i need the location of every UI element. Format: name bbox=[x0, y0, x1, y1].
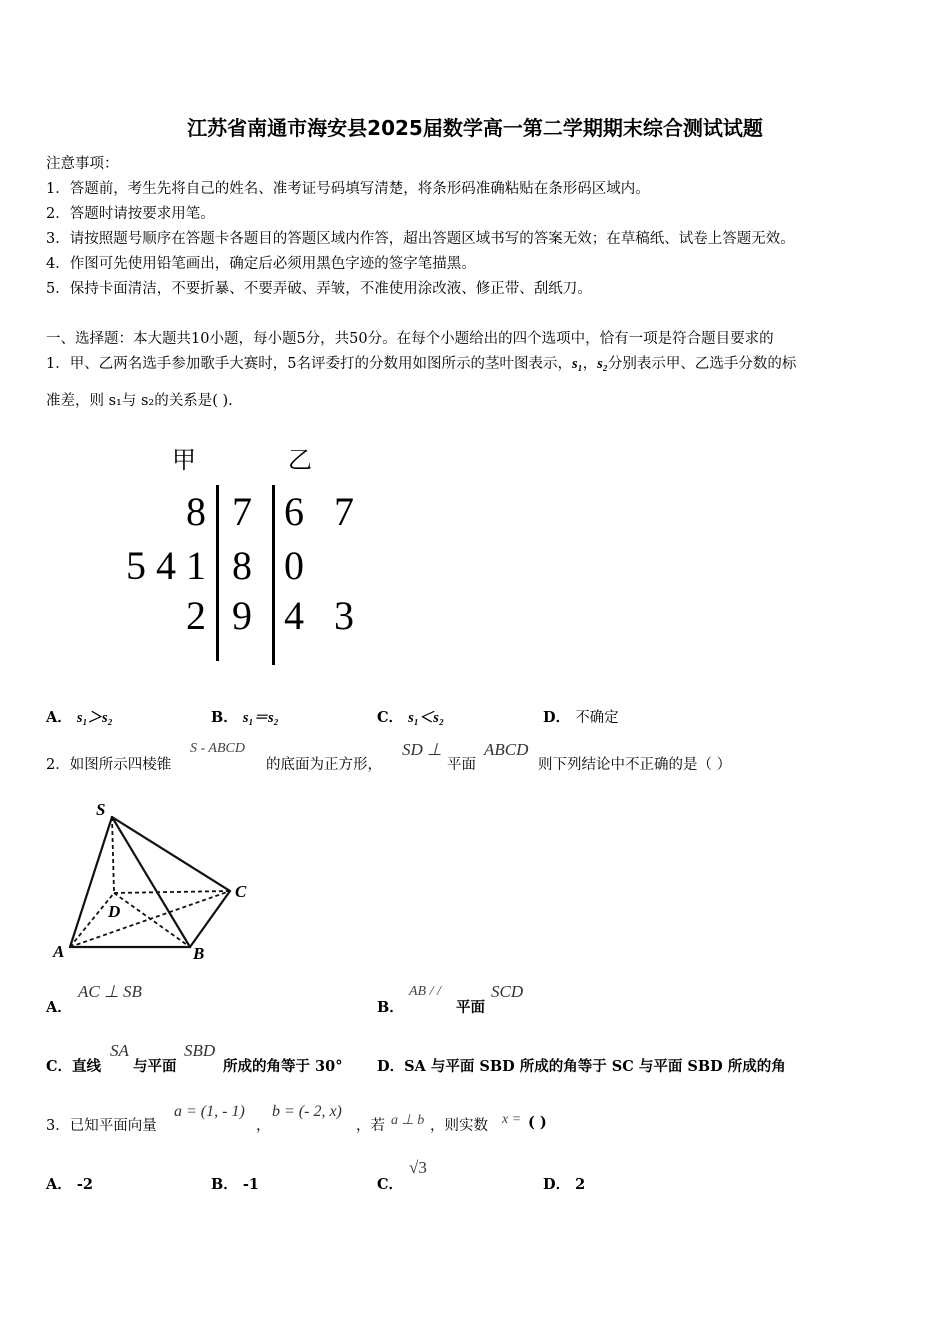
edge-dc bbox=[114, 891, 230, 893]
option-label: C． bbox=[377, 709, 404, 726]
q2-suffix: 则下列结论中不正确的是（ ） bbox=[538, 757, 732, 773]
option-text: s₁＜s₂ bbox=[408, 710, 445, 726]
q3-prefix: 3．已知平面向量 bbox=[46, 1118, 157, 1134]
q3-option-a[interactable] bbox=[46, 1173, 93, 1194]
q2-option-b-math2: SCD bbox=[491, 982, 524, 1001]
option-text: s₁＞s₂ bbox=[76, 710, 113, 726]
option-label: D． bbox=[543, 1176, 571, 1193]
stem-leaf-right-header: 乙 bbox=[288, 446, 312, 474]
option-label: B． bbox=[211, 709, 238, 726]
stem-leaf-left-row: 2 bbox=[186, 593, 206, 638]
stem-leaf-plot bbox=[0, 430, 400, 670]
option-label: B． bbox=[211, 1176, 238, 1193]
stem-value: 8 bbox=[232, 543, 252, 588]
q2-math-sd: SD ⊥ bbox=[402, 740, 442, 759]
q2-option-c-text2: 所成的角等于 30° bbox=[223, 1058, 343, 1075]
q1-s1: s₁ bbox=[571, 356, 583, 372]
option-text: s₁＝s₂ bbox=[242, 710, 279, 726]
q2-option-b-text: 平面 bbox=[456, 999, 485, 1016]
stem-leaf-left-header: 甲 bbox=[172, 446, 196, 474]
q1-comma: ， bbox=[582, 356, 598, 372]
stem-divider-right bbox=[272, 485, 275, 665]
q2-option-c-text: 与平面 bbox=[133, 1058, 177, 1075]
q2-mid1: 的底面为正方形， bbox=[266, 757, 382, 773]
option-text: 不确定 bbox=[575, 710, 619, 726]
q2-option-c-math: SA bbox=[110, 1041, 129, 1060]
q2-option-d[interactable] bbox=[377, 1055, 786, 1076]
q2-option-a-label[interactable]: A． bbox=[46, 999, 72, 1016]
q2-option-a-math: AC ⊥ SB bbox=[78, 982, 142, 1001]
q1-option-d[interactable] bbox=[543, 706, 619, 727]
q3-mid: ，若 bbox=[356, 1118, 385, 1134]
q3-math-a: a = (1, - 1) bbox=[174, 1103, 245, 1120]
stem-leaf-right-row: 6 7 bbox=[284, 489, 354, 534]
label-s: S bbox=[96, 800, 106, 819]
stem-value: 9 bbox=[232, 593, 252, 638]
q2-math-pyramid: S - ABCD bbox=[190, 741, 245, 756]
q3-math-x: x = bbox=[502, 1112, 522, 1127]
edge-sa bbox=[70, 817, 112, 947]
stem-leaf-right-row: 4 3 bbox=[284, 593, 354, 638]
note-item: 4．作图可先使用铅笔画出，确定后必须用黑色字迹的签字笔描黑。 bbox=[46, 256, 476, 272]
q1-option-c[interactable] bbox=[377, 706, 444, 727]
pyramid-figure bbox=[50, 795, 260, 965]
stem-leaf-left-row: 8 bbox=[186, 489, 206, 534]
q2-math-abcd: ABCD bbox=[484, 740, 529, 759]
q3-mid2: ，则实数 bbox=[430, 1118, 488, 1134]
option-text: -2 bbox=[76, 1176, 93, 1193]
q2-option-b-label[interactable]: B． bbox=[377, 999, 404, 1016]
option-label: A． bbox=[46, 709, 72, 726]
notes-heading: 注意事项： bbox=[46, 156, 119, 172]
q1-option-b[interactable] bbox=[211, 706, 279, 727]
label-d: D bbox=[108, 902, 121, 921]
edge-sc bbox=[112, 817, 230, 891]
q2-option-b-math: AB / / bbox=[409, 984, 441, 999]
option-text: SA 与平面 SBD 所成的角等于 SC 与平面 SBD 所成的角 bbox=[404, 1058, 786, 1075]
q3-option-c-math: √3 bbox=[409, 1158, 427, 1177]
edge-bc bbox=[190, 891, 230, 947]
page-title: 江苏省南通市海安县2025届数学高一第二学期期末综合测试试题 bbox=[187, 116, 763, 140]
label-c: C bbox=[235, 882, 247, 901]
q3-option-d[interactable] bbox=[543, 1173, 585, 1194]
q3-option-b[interactable] bbox=[211, 1173, 259, 1194]
q1-text-suffix: 分别表示甲、乙选手分数的标 bbox=[607, 356, 797, 372]
q3-suffix: ( ) bbox=[528, 1114, 547, 1131]
q2-option-c-math2: SBD bbox=[184, 1041, 216, 1060]
stem-value: 7 bbox=[232, 489, 252, 534]
note-item: 5．保持卡面清洁，不要折暴、不要弄破、弄皱，不准使用涂改液、修正带、刮纸刀。 bbox=[46, 281, 592, 297]
label-b: B bbox=[193, 944, 205, 963]
option-text: -1 bbox=[242, 1176, 259, 1193]
q1-s2: s₂ bbox=[597, 356, 608, 372]
option-label: D． bbox=[377, 1058, 405, 1075]
q1-stem-line1 bbox=[46, 352, 796, 373]
q1-stem-line2: 准差，则 s₁与 s₂的关系是( ). bbox=[46, 393, 233, 409]
q3-math-perp: a ⊥ b bbox=[391, 1113, 425, 1128]
q3-comma: ， bbox=[256, 1118, 271, 1134]
option-label: D． bbox=[543, 709, 571, 726]
option-text: 2 bbox=[575, 1176, 586, 1193]
q2-mid2: 平面 bbox=[447, 757, 476, 773]
section-heading: 一、选择题：本大题共10小题，每小题5分，共50分。在每个小题给出的四个选项中，恰有一项是符合题目要求的 bbox=[46, 331, 774, 347]
note-item: 2．答题时请按要求用笔。 bbox=[46, 206, 215, 222]
edge-sd bbox=[112, 817, 114, 893]
q2-prefix: 2．如图所示四棱锥 bbox=[46, 757, 172, 773]
option-label: A． bbox=[46, 1176, 72, 1193]
edge-db bbox=[114, 893, 190, 947]
q1-option-a[interactable] bbox=[46, 706, 113, 727]
q1-text: 1．甲、乙两名选手参加歌手大赛时，5名评委打的分数用如图所示的茎叶图表示， bbox=[46, 356, 572, 372]
q2-option-c-label[interactable]: C．直线 bbox=[46, 1058, 102, 1075]
option-label: C． bbox=[377, 1176, 404, 1193]
stem-leaf-right-row: 0 bbox=[284, 543, 304, 588]
label-a: A bbox=[53, 942, 65, 961]
stem-leaf-left-row: 5 4 1 bbox=[126, 543, 206, 588]
stem-divider-left bbox=[216, 485, 219, 661]
q3-math-b: b = (- 2, x) bbox=[272, 1103, 342, 1120]
note-item: 3．请按照题号顺序在答题卡各题目的答题区域内作答，超出答题区域书写的答案无效；在草稿纸、试卷上答题无效。 bbox=[46, 231, 795, 247]
q3-option-c[interactable] bbox=[377, 1173, 403, 1194]
note-item: 1．答题前，考生先将自己的姓名、准考证号码填写清楚，将条形码准确粘贴在条形码区域内。 bbox=[46, 181, 650, 197]
